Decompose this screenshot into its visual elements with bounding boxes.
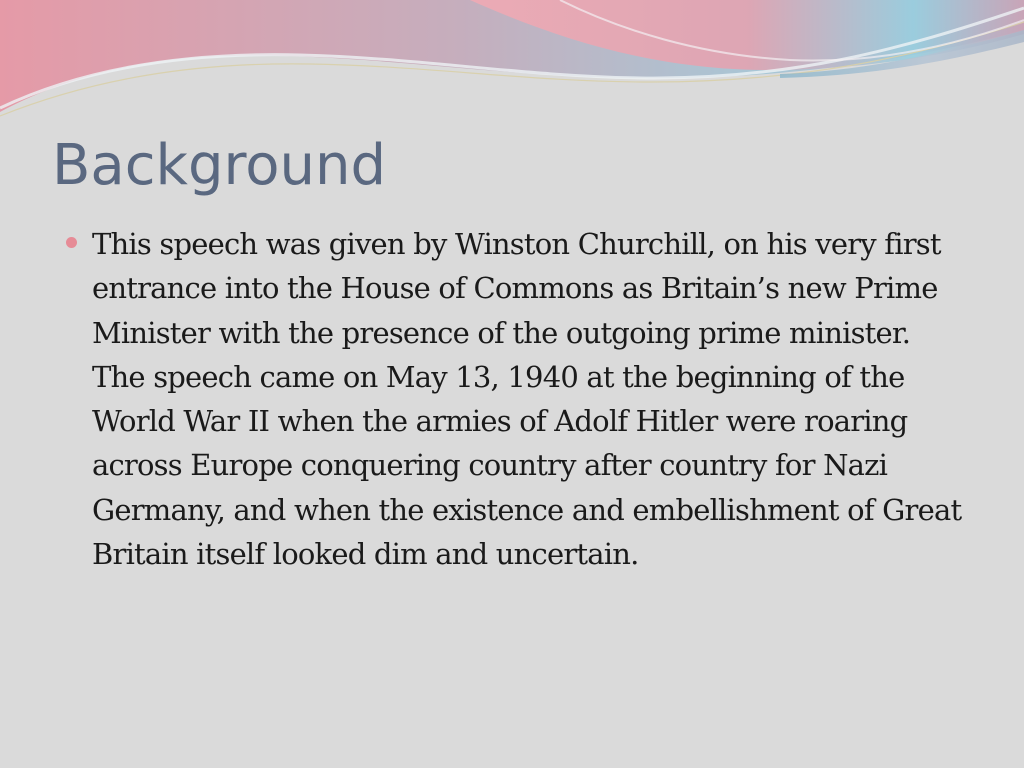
- bullet-list: [64, 222, 964, 576]
- header-wave-decoration: [0, 0, 1024, 130]
- bullet-text: This speech was given by Winston Churchill, on his very first entrance into the House of Commons as Britain’s new Prime Minister with the presence of the outgoing prime minister. The speech came on May 13, 1940 at the beginning of the World War II when the armies of Adolf Hitler were roaring across Europe conquering country after country for Nazi Germany, and when the existence and embellishment of Great Britain itself looked dim and uncertain.: [92, 227, 962, 572]
- bullet-item: [64, 222, 964, 576]
- slide-title: Background: [52, 133, 387, 198]
- bullet-dot-icon: [66, 237, 77, 248]
